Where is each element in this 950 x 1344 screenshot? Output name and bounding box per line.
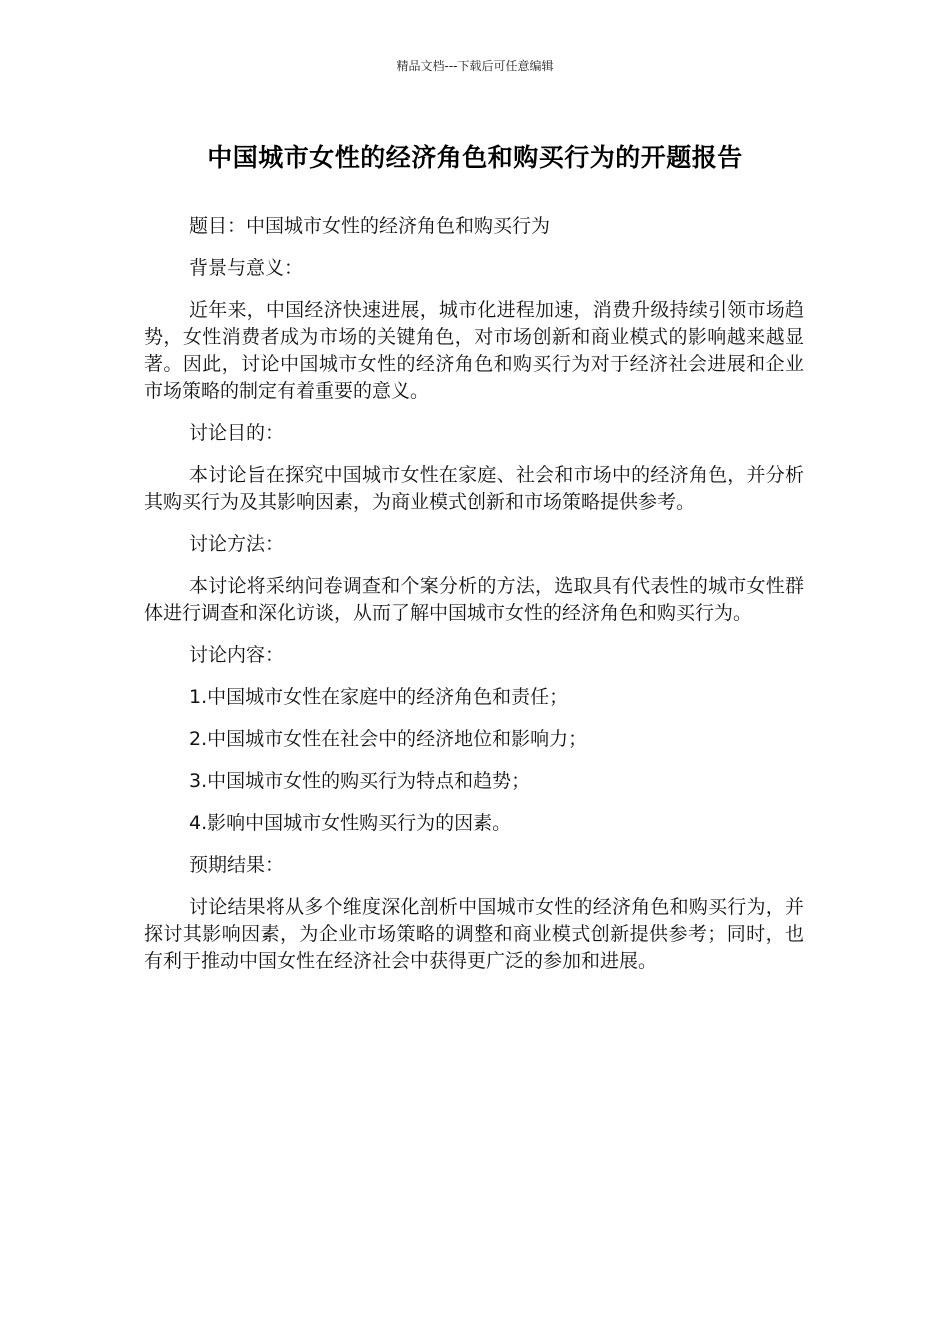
- purpose-paragraph: 本讨论旨在探究中国城市女性在家庭、社会和市场中的经济角色，并分析其购买行为及其影响因素，为商业模式创新和市场策略提供参考。: [144, 464, 804, 513]
- topic-line: 题目：中国城市女性的经济角色和购买行为: [189, 215, 551, 237]
- document-body: [144, 213, 804, 990]
- section-heading-results: 预期结果：: [189, 854, 285, 876]
- document-title: 中国城市女性的经济角色和购买行为的开题报告: [207, 143, 743, 172]
- content-list-item: 1.中国城市女性在家庭中的经济角色和责任；: [189, 686, 569, 708]
- content-list-item: 2.中国城市女性在社会中的经济地位和影响力；: [189, 728, 588, 750]
- method-paragraph: 本讨论将采纳问卷调查和个案分析的方法，选取具有代表性的城市女性群体进行调查和深化访谈，从而了解中国城市女性的经济角色和购买行为。: [144, 575, 804, 624]
- section-heading-method: 讨论方法：: [189, 533, 285, 555]
- header-note: 精品文档---下载后可任意编辑: [396, 59, 554, 73]
- results-paragraph: 讨论结果将从多个维度深化剖析中国城市女性的经济角色和购买行为，并探讨其影响因素，为企业市场策略的调整和商业模式创新提供参考；同时，也有利于推动中国女性在经济社会中获得更广泛的参加和进展。: [144, 896, 804, 972]
- content-list-item: 4.影响中国城市女性购买行为的因素。: [189, 812, 512, 834]
- content-list-item: 3.中国城市女性的购买行为特点和趋势；: [189, 770, 531, 792]
- background-paragraph: 近年来，中国经济快速进展，城市化进程加速，消费升级持续引领市场趋势，女性消费者成为市场的关键角色，对市场创新和商业模式的影响越来越显著。因此，讨论中国城市女性的经济角色和购买行为对于经济社会进展和企业市场策略的制定有着重要的意义。: [144, 299, 804, 402]
- section-heading-purpose: 讨论目的：: [189, 422, 285, 444]
- section-heading-content: 讨论内容：: [189, 644, 285, 666]
- section-heading-background: 背景与意义：: [189, 257, 304, 279]
